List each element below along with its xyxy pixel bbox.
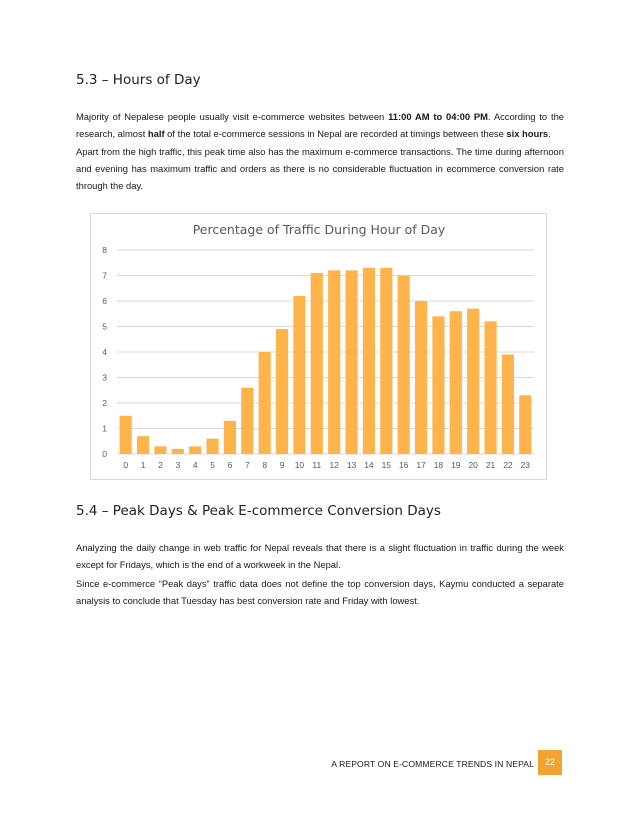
x-tick-label: 4 bbox=[192, 460, 198, 470]
x-tick-label: 2 bbox=[158, 460, 163, 470]
bar-hour-7 bbox=[241, 388, 253, 454]
x-tick-label: 5 bbox=[210, 460, 215, 470]
x-tick-label: 19 bbox=[451, 460, 461, 470]
x-tick-label: 6 bbox=[227, 460, 233, 470]
y-tick-label: 0 bbox=[102, 449, 107, 459]
x-tick-label: 14 bbox=[364, 460, 374, 470]
x-tick-label: 9 bbox=[279, 460, 285, 470]
chart-title: Percentage of Traffic During Hour of Day bbox=[192, 222, 446, 237]
x-tick-label: 11 bbox=[312, 460, 322, 470]
paragraph-hours-intro bbox=[76, 108, 564, 142]
x-tick-label: 8 bbox=[262, 460, 268, 470]
bar-hour-23 bbox=[519, 395, 531, 454]
paragraph-daily-change: Analyzing the daily change in web traffic for Nepal reveals that there is a slight fluctuation in traffic during the week except for Fridays, which is the end of a workweek in the Nepal. bbox=[76, 542, 564, 570]
page-number-badge: 22 bbox=[538, 750, 562, 775]
y-tick-label: 5 bbox=[102, 321, 107, 332]
traffic-chart bbox=[90, 213, 547, 480]
x-tick-label: 13 bbox=[346, 460, 357, 470]
bar-hour-9 bbox=[276, 329, 288, 454]
bar-hour-14 bbox=[363, 268, 375, 454]
bold-half: half bbox=[147, 128, 165, 139]
bar-hour-15 bbox=[380, 268, 392, 454]
paragraph-peak-days: Since e-commerce “Peak days” traffic data does not define the top conversion days, Kaymu conducted a separate analysis to conclude that Tuesday has best conversion rate and Friday with lowest. bbox=[76, 578, 564, 606]
x-tick-label: 21 bbox=[485, 460, 496, 470]
bar-hour-17 bbox=[415, 301, 427, 454]
paragraph-peak-time: Apart from the high traffic, this peak time also has the maximum e-commerce transactions. The time during afternoon and evening has maximum traffic and orders as there is no considerable fluctuation in ecommerce conversion rate through the day. bbox=[76, 146, 564, 191]
bar-hour-6 bbox=[224, 421, 236, 454]
bar-hour-12 bbox=[328, 270, 340, 454]
bar-hour-18 bbox=[432, 316, 444, 454]
y-tick-label: 1 bbox=[102, 423, 107, 434]
y-tick-label: 2 bbox=[102, 398, 107, 408]
text-run: . According to the research, almost bbox=[76, 111, 564, 139]
bar-hour-21 bbox=[484, 321, 496, 454]
bar-hour-10 bbox=[293, 296, 305, 454]
x-tick-label: 10 bbox=[294, 460, 305, 470]
chart-canvas bbox=[91, 214, 546, 479]
y-tick-label: 7 bbox=[102, 270, 107, 281]
text-run: . bbox=[548, 128, 551, 139]
section-heading-peak-days: 5.4 – Peak Days & Peak E-commerce Conversion Days bbox=[76, 503, 441, 519]
x-tick-label: 22 bbox=[503, 460, 513, 470]
y-tick-label: 6 bbox=[102, 296, 107, 306]
section-heading-hours-of-day: 5.3 – Hours of Day bbox=[76, 72, 201, 88]
bar-hour-11 bbox=[311, 273, 323, 454]
bar-hour-4 bbox=[189, 446, 201, 454]
y-tick-label: 8 bbox=[102, 245, 107, 255]
bar-hour-22 bbox=[502, 355, 514, 454]
y-tick-label: 4 bbox=[102, 347, 107, 357]
x-tick-label: 20 bbox=[468, 460, 478, 470]
x-tick-label: 3 bbox=[175, 460, 181, 470]
bar-hour-1 bbox=[137, 436, 149, 454]
bar-hour-8 bbox=[259, 352, 271, 454]
bold-time-range: 11:00 AM to 04:00 PM bbox=[388, 111, 488, 122]
x-tick-label: 17 bbox=[416, 460, 426, 470]
bar-hour-13 bbox=[345, 270, 357, 454]
bar-hour-2 bbox=[154, 446, 166, 454]
x-tick-label: 18 bbox=[433, 460, 444, 470]
x-tick-label: 15 bbox=[381, 460, 392, 470]
bold-six-hours: six hours bbox=[506, 128, 549, 139]
x-tick-label: 1 bbox=[140, 460, 146, 470]
y-tick-label: 3 bbox=[102, 372, 107, 383]
x-tick-label: 7 bbox=[244, 460, 250, 470]
footer-report-title: A REPORT ON E-COMMERCE TRENDS IN NEPAL bbox=[331, 759, 534, 769]
x-tick-label: 23 bbox=[520, 460, 531, 470]
bar-hour-16 bbox=[398, 276, 410, 455]
bar-hour-3 bbox=[172, 449, 184, 454]
bar-hour-19 bbox=[450, 311, 462, 454]
bar-hour-20 bbox=[467, 309, 479, 454]
bar-hour-0 bbox=[120, 416, 132, 454]
x-tick-label: 16 bbox=[398, 460, 409, 470]
x-tick-label: 12 bbox=[329, 460, 339, 470]
x-tick-label: 0 bbox=[123, 460, 129, 470]
text-run: of the total e-commerce sessions in Nepal are recorded at timings between these bbox=[164, 128, 507, 139]
text-run: Majority of Nepalese people usually visit e-commerce websites between bbox=[76, 111, 389, 122]
bar-hour-5 bbox=[206, 439, 218, 454]
